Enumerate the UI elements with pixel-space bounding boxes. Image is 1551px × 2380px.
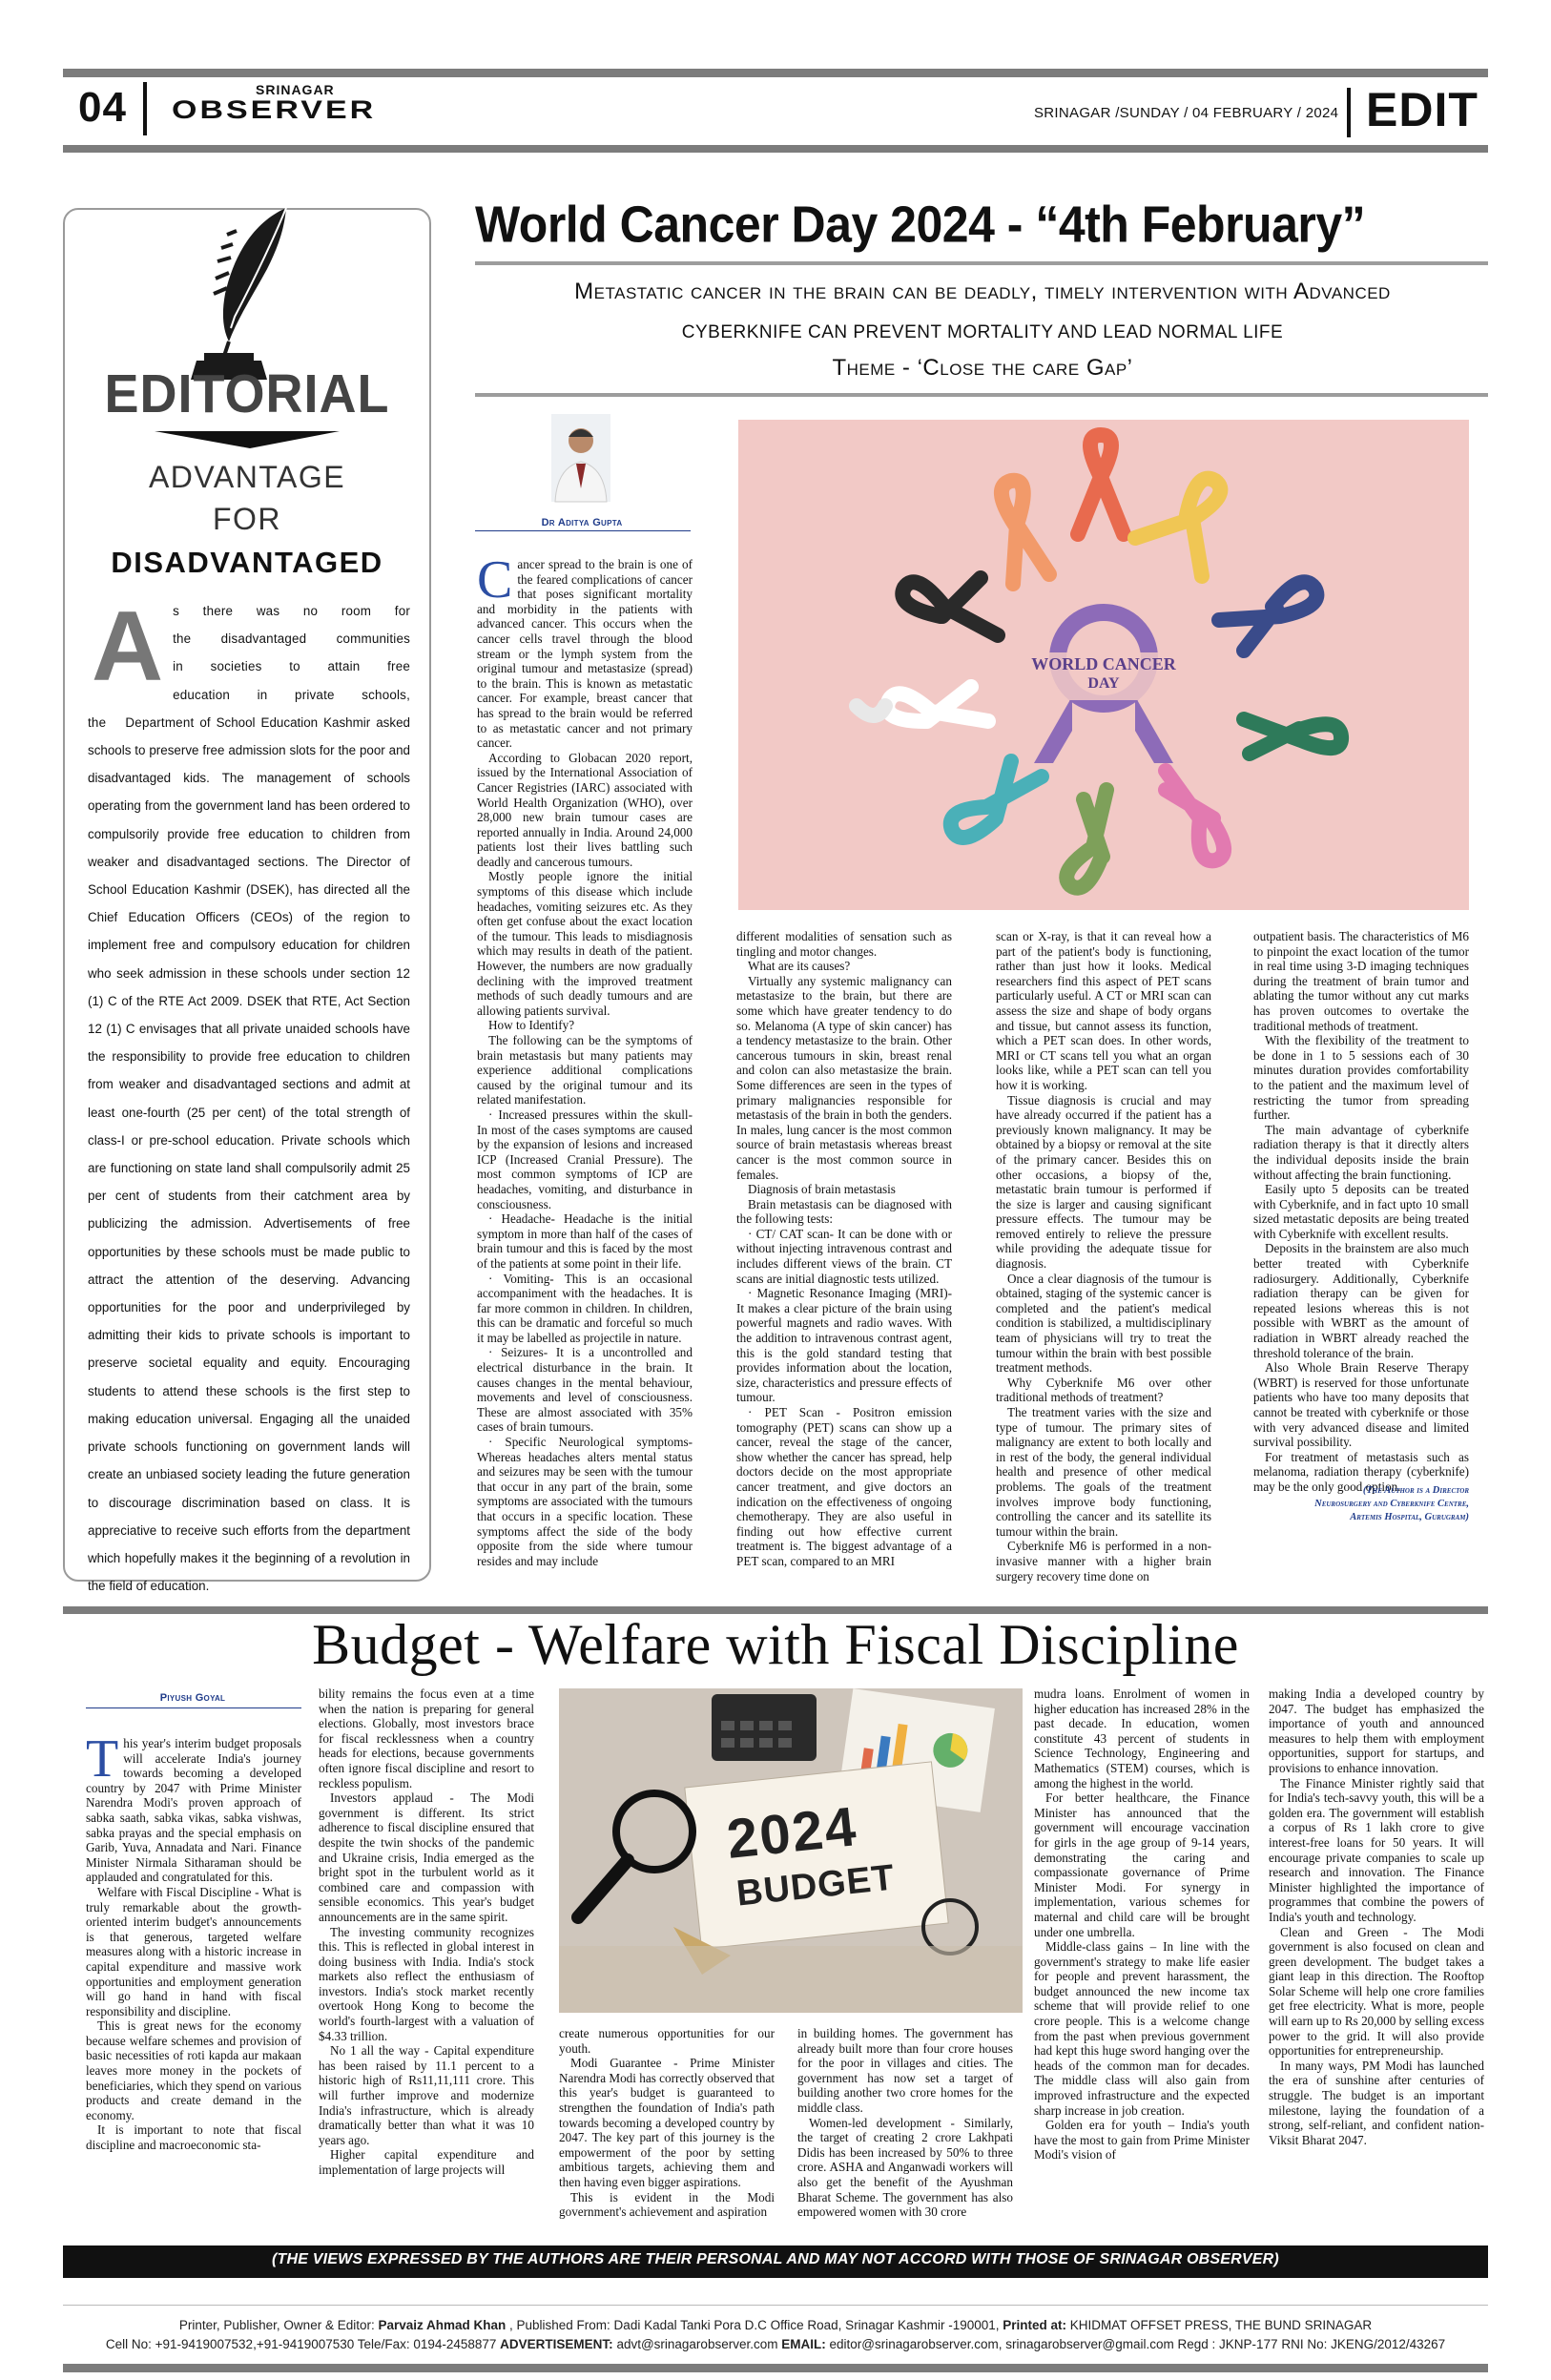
paragraph: Welfare with Fiscal Discipline - What is truly remarkable about the growth-oriented interim budget's announcements is that generous, targeted welfare measures along with a historic increase in capital expenditure and massive work opportunities and employment generation will go hand in hand with fiscal responsibility and discipline. [86,1884,301,2018]
footer-line2-a: Cell No: +91-9419007532,+91-9419007530 Tele/Fax: 0194-2458877 [105,2337,501,2351]
budget-col3 [559,2026,775,2232]
quill-pen-icon [179,202,303,383]
paragraph: For treatment of metastasis such as melanoma, radiation therapy (cyberknife) may be the only good option. [1253,1449,1469,1494]
paragraph: create numerous opportunities for our youth. [559,2026,775,2056]
paragraph: In many ways, PM Modi has launched the era of sunshine after centuries of struggle. The budget is an important milestone, laying the foundation of a strong, self-reliant, and confident nation- Viksit Bharat 2047. [1269,2058,1484,2147]
author-note-line3: Artemis Hospital, Gurugram) [1350,1512,1469,1522]
paragraph: The Finance Minister rightly said that for India's tech-savvy youth, this will be a golden era. The government will establish a corpus of Rs 1 lakh crore to give interest-free loans for 50 years. It will encourage private companies to scale up research and innovation. The Finance Minister highlighted the importance of programmes that combine the powers of India's youth and technology. [1269,1775,1484,1924]
paragraph: different modalities of sensation such as tingling and motor changes. [736,929,952,959]
bottom-rule [63,2364,1488,2372]
author-note-line1: (The Author is a Director [1362,1485,1469,1496]
editorial-title-line1: ADVANTAGE [148,460,346,494]
paragraph: What are its causes? [748,959,851,974]
budget-byline-rule [86,1707,301,1708]
paragraph: · PET Scan - Positron emission tomography (PET) scans can show up a cancer, reveal the stage of the cancer, show whether the cancer has spread, help doctors decide on the most appropriate cancer treatment, and give doctors an indication on the effectiveness of ongoing chemotherapy. They are also useful in finding out how effective current treatment is. The biggest advantage of a PET scan, compared to an MRI [736,1405,952,1568]
budget-dropcap: T [86,1729,119,1789]
editorial-lead: s there was no room for the disadvantaged communities in societies to attain free education in private schools, the Department [88,604,410,730]
paragraph: Higher capital expenditure and implementation of large projects will [319,2147,534,2177]
paragraph: Mostly people ignore the initial symptoms of this disease which include headaches, vomiting seizures etc. As they often get confuse about the exact location of the tumour. This leads to misdiagnosis which may results in death of the patient. However, the numbers are now gradually declining with the improved treatment methods of such deadly tumours and are allowing patients survival. [477,869,693,1018]
paragraph: · Seizures- It is a uncontrolled and electrical disturbance in the brain. It causes changes in the mental behaviour, movements and level of consciousness. These are almost associated with 35% cases of brain tumours. [477,1345,693,1435]
footer-line1-a: Printer, Publisher, Owner & Editor: [178,2318,379,2332]
disclaimer-text: (THE VIEWS EXPRESSED BY THE AUTHORS ARE THEIR PERSONAL AND MAY NOT ACCORD WITH THOSE OF SRINAGAR OBSERVER) [272,2251,1279,2267]
paragraph: Deposits in the brainstem are also much better treated with Cyberknife radiosurgery. Additionally, Cyberknife radiation therapy can be given for repeated lesions whereas this is not possible with WBRT as the amount of radiation in WBRT already reached the threshold tolerance of the brain. [1253,1241,1469,1360]
masthead-logo: OBSERVER [172,95,377,125]
byline-rule [475,530,691,531]
paragraph: This is great news for the economy because welfare schemes and provision of basic necessities of roti kapda aur makaan leaves more money in the pockets of beneficiaries, which they spend on various products and create demand in the economy. [86,2018,301,2122]
paragraph: Once a clear diagnosis of the tumour is obtained, staging of the systemic cancer is completed and the patient's medical condition is stabilized, a multidisciplinary team of physicians will try to treat the tumour within the brain with best possible treatment methods. [996,1271,1211,1376]
paragraph: Investors applaud - The Modi government is different. Its strict adherence to fiscal discipline ensured that despite the twin shocks of the pandemic and Ukraine crisis, India emerged as the bright spot in the turbulent world as it combined care and compassion with sensible economics. This year's budget announcements are in the same spirit. [319,1790,534,1924]
dateline: SRINAGAR /SUNDAY / 04 FEBRUARY / 2024 [1034,105,1339,121]
budget-col2 [319,1687,534,2232]
footer-line1-b: Parvaiz Ahmad Khan [378,2318,507,2332]
budget-photo-text1: 2024 [723,1795,861,1871]
paragraph: Also Whole Brain Reserve Therapy (WBRT) is reserved for those unfortunate patients who have too many deposits that cannot be treated with cyberknife or those with very advanced disease and limited survival possibility. [1253,1360,1469,1450]
paragraph: mudra loans. Enrolment of women in higher education has increased 28% in the past decade. In education, women constitute 43 percent of students in Science Technology, Engineering and Mathematics (STEM) courses, which is among the highest in the world. [1034,1687,1250,1790]
budget-col6 [1269,1687,1484,2232]
footer-line2-b: ADVERTISEMENT: [500,2337,617,2351]
cancer-deck1: Metastatic cancer in the brain can be deadly, timely intervention with Advanced [574,279,1391,304]
budget-byline: Piyush Goyal [159,1692,226,1704]
footer-line2 [63,2337,1488,2351]
footer-line2-d: EMAIL: [781,2337,830,2351]
author-note [1225,1484,1469,1524]
footer-top-rule [63,2305,1488,2306]
budget-col4 [797,2026,1013,2232]
paragraph: Easily upto 5 deposits can be treated with Cyberknife, and in fact upto 10 small sized metastatic deposits are being treated with Cyberknife with excellent results. [1253,1182,1469,1241]
paragraph: Cyberknife M6 is performed in a non-invasive manner with a higher brain surgery recovery time done on [996,1539,1211,1583]
editorial-title-line3: DISADVANTAGED [111,546,383,579]
paragraph: The investing community recognizes this. This is reflected in global interest in doing business with India. India's stock markets also reflect the enthusiasm of investors. India's stock market recently overtook Hong Kong to become the world's fourth-largest with a valuation of $4.33 trillion. [319,1924,534,2043]
editorial-text [88,591,410,1594]
masthead-top: SRINAGAR [256,82,335,97]
budget-photo-text2: BUDGET [734,1857,898,1914]
headline-rule [475,261,1488,265]
budget-col5 [1034,1687,1250,2232]
paragraph: Clean and Green - The Modi government is also focused on clean and green development. The budget takes a giant leap in this direction. The Rooftop Solar Scheme will help one crore families get free electricity. What is more, people will earn up to Rs 20,000 by selling excess power to the grid. It will also provide opportunities for entrepreneurship. [1269,1924,1484,2059]
section-label: EDIT [1366,83,1479,136]
page-number: 04 [78,84,127,131]
author-note-line2: Neurosurgery and Cyberknife Centre, [1314,1499,1469,1509]
cancer-dropcap: C [477,550,513,610]
paragraph: No 1 all the way - Capital expenditure has been raised by 11.1 percent to a historic high of Rs11,11,111 crore. This will further improve and modernize India's infrastructure, which is already dramatically better than what it was 10 years ago. [319,2043,534,2147]
paragraph: Modi Guarantee - Prime Minister Narendra Modi has correctly observed that this year's budget is guaranteed to strengthen the foundation of India's path towards becoming a developed country by 2047. The key part of this journey is the empowerment of the poor by setting ambitious targets, achieving them and then having even bigger aspirations. [559,2056,775,2189]
paragraph: Brain metastasis can be diagnosed with the following tests: [736,1196,952,1227]
paragraph: This is evident in the Modi government's achievement and aspiration [559,2189,775,2220]
paragraph: · Headache- Headache is the initial symptom in more than half of the cases of brain tumour and this is faced by the most of the patients at some point in their life. [477,1211,693,1271]
top-rule [63,69,1488,77]
cancer-headline: World Cancer Day 2024 - “4th February” [475,196,1366,254]
header-divider-right [1347,88,1351,137]
paragraph: Middle-class gains – In line with the government's strategy to make life easier for people and prevent harassment, the budget announced the new income tax scheme that will provide relief to one crore people. This is a welcome change from the past when previous government had kept this huge sword hanging over the heads of the common man for decades. The middle class will also gain from improved infrastructure and the expected sharp increase in job creation. [1034,1939,1250,2118]
budget-col1 [86,1729,301,2232]
paragraph: According to Globacan 2020 report, issued by the International Association of Cancer Registries (IARC) associated with World Health Organization (WHO), over 28,000 new brain tumour cases are reported annually in India. Around 24,000 patients lost their lives battling such deadly and cancerous tumours. [477,750,693,869]
editorial-label: EDITORIAL [104,363,390,424]
footer-line2-c: advt@srinagarobserver.com [616,2337,782,2351]
paragraph: Tissue diagnosis is crucial and may have already occurred if the patient has a previously known malignancy. It may be obtained by a biopsy or removal at the site of the primary cancer. Besides this on other occasions, a biopsy of the, metastatic brain tumour is performed if the size is larger and causing significant pressure effects. The tumour may be removed entirely to relieve the pressure while providing the adequate tissue for diagnosis. [996,1092,1211,1272]
paragraph: bility remains the focus even at a time when the nation is preparing for general elections. Globally, most investors brace for fiscal recklessness when a country heads for elections, because governments often ignore fiscal discipline and resort to reckless populism. [319,1687,534,1790]
paragraph: Golden era for youth – India's youth have the most to gain from Prime Minister Modi's vision of [1034,2118,1250,2163]
paragraph: his year's interim budget proposals will accelerate India's journey towards becoming a developed country by 2047 with Prime Minister Narendra Modi's proven approach of sabka saath, sabka vikas, sabka vishwas, sabka prayas and the special emphasis on Garib, Yuva, Annadata and Nari. Finance Minister Nirmala Sitharaman should be applauded and congratulated for this. [86,1736,301,1885]
paragraph: scan or X-ray, is that it can reveal how a part of the patient's body is functioning, rather than just how it looks. Medical researchers find this aspect of PET scans particularly useful. A CT or MRI scan can assess the size and shape of body organs and tissue, but cannot assess its function, which a PET scan does. In other words, MRI or CT scans tell you what an organ looks like, while a PET scan can tell you how it is working. [996,929,1211,1092]
footer-line1-d: Printed at: [1003,2318,1070,2332]
paragraph: With the flexibility of the treatment to be done in 1 to 5 sessions each of 30 minutes duration provides comfortability to the patient and the maximum level of restricting the tumor from spreading further. [1253,1033,1469,1123]
header-bottom-rule [63,145,1488,153]
paragraph: The main advantage of cyberknife radiation therapy is that it directly alters the individual deposits inside the brain without affecting the brain functioning. [1253,1122,1469,1182]
paragraph: in building homes. The government has already built more than four crore houses for the poor in villages and cities. The government has now set a target of building another two crore homes for the middle class. [797,2026,1013,2115]
paragraph: How to Identify? [488,1018,575,1033]
paragraph: For better healthcare, the Finance Minister has announced that the government will encourage vaccination for girls in the age group of 9-14 years, demonstrating the caring and compassionate governance of Prime Minister Modi. For synergy in implementation, various schemes for maternal and child care will be brought under one umbrella. [1034,1790,1250,1939]
paragraph: · CT/ CAT scan- It can be done with or without injecting intravenous contrast and includes different views of the brain. CT scans are initial diagnostic tests utilized. [736,1226,952,1286]
paragraph: Diagnosis of brain metastasis [748,1182,896,1197]
ribbons-photo [738,420,1469,910]
author-photo [551,414,610,502]
cancer-col2 [736,929,952,1568]
header-divider [143,82,147,135]
paragraph: outpatient basis. The characteristics of M6 to pinpoint the exact location of the tumor in real time using 3-D imaging techniques during the treatment of brain tumor and ablating the tumor without any cut marks has proven outcomes to overtake the traditional methods of treatment. [1253,929,1469,1033]
paragraph: It is important to note that fiscal discipline and macroeconomic sta- [86,2122,301,2153]
cancer-col1 [477,550,693,1568]
cancer-byline: Dr Aditya Gupta [541,517,623,528]
paragraph: The treatment varies with the size and type of tumour. The primary sites of malignancy are extent to both locally and in rest of the body, the general individual health and presence of other medical problems. The goals of the treatment involves improve body functioning, controlling the cancer and its satellite its tumour within the brain. [996,1405,1211,1539]
paragraph: · Increased pressures within the skull- In most of the cases symptoms are caused by the expansion of lesions and increased ICP (Increased Cranial Pressure). The most common symptoms of ICP are headaches, vomiting, and disturbance in consciousness. [477,1107,693,1211]
paragraph: ancer spread to the brain is one of the feared complications of cancer that poses significant mortality and morbidity in the patients with advanced cancer. This occurs when the cancer cells travel through the blood stream or the lymph system from the original tumour and metastasize (spread) to the brain. This is known as metastatic cancer. For example, breast cancer that has spread to the brain would be referred to as metastatic cancer and not primary cancer. [477,557,693,751]
cancer-col3 [996,929,1211,1583]
editorial-body: of School Education Kashmir asked schools to preserve free admission slots for the poor and disadvantaged kids. The management of schools operating from the government land has been ordered to compulsorily provide free education to children from weaker and disadvantaged sections. The Director of School Education Kashmir (DSEK), has directed all the Chief Education Officers (CEOs) of the region to implement free and compulsory education for children who seek admission in these schools under section 12 (1) C of the RTE Act 2009. DSEK that RTE, Act Section 12 (1) C envisages that all private unaided schools have the responsibility to provide free education to children from weaker and disadvantaged sections and admit at least one-fourth (25 per cent) of the total strength of class-I or pre-school education. Private schools which are functioning on state land shall compulsorily admit 25 per cent of students from their catchment area by publicizing the admission. Advertisements of free opportunities by these schools must be made public to attract the attention of the deserving. Advancing opportunities for the poor and underprivileged by admitting their kids to private schools is important to preserve societal equality and equity. Encouraging students to attend these schools is the first step to making education universal. Engaging all the unaided private schools functioning on government lands will create an unbiased society leading the future generation to discourage discrimination based on class. It is appreciative to receive such efforts from the department which hopefully makes it the beginning of a revolution in the field of education. [88,714,410,1594]
paragraph: · Magnetic Resonance Imaging (MRI)- It makes a clear picture of the brain using powerful magnets and radio waves. With the addition to intravenous contrast agent, this is the gold standard testing that provides information about the location, size, characteristics and pressure effects of tumour. [736,1286,952,1405]
paragraph: Virtually any systemic malignancy can metastasize to the brain, but there are some which have greater tendency to do so. Melanoma (A type of skin cancer) has a tendency metastasize to the brain. Other cancerous tumours in skin, breast renal and colon can also metastasize the brain. Some differences are seen in the types of primary malignancies responsible for metastasis of the brain in both the genders. In males, lung cancer is the most common source of brain metastasis whereas breast cancer is the most common source in females. [736,973,952,1182]
ribbon-badge-line2: DAY [1087,675,1120,692]
budget-photo [559,1688,1023,2013]
editorial-title-line2: FOR [212,502,282,536]
footer-line1 [63,2318,1488,2332]
cancer-deck2: CYBERKNIFE CAN PREVENT MORTALITY AND LEAD NORMAL LIFE [681,322,1284,342]
budget-headline: Budget - Welfare with Fiscal Discipline [312,1613,1239,1676]
paragraph: Why Cyberknife M6 over other traditional methods of treatment? [996,1375,1211,1405]
editorial-underline-arrow [155,431,340,450]
editorial-dropcap: A [92,591,164,702]
footer-line2-e: editor@srinagarobserver.com, srinagarobserver@gmail.com Regd : JKNP-177 RNI No: JKENG/2012/43267 [829,2337,1446,2351]
paragraph: · Vomiting- This is an occasional accompaniment with the headaches. It is far more common in children. In children, this can be dramatic and forceful so much it may be labelled as projectile in nature. [477,1271,693,1345]
paragraph: · Specific Neurological symptoms- Whereas headaches alters mental status and seizures may be seen with the tumour that occur in any part of the brain, some symptoms are associated with the tumours that occurs in a specific location. These symptoms affect the side of the body opposite from the side where tumour resides and may include [477,1435,693,1568]
deck-rule [475,393,1488,397]
paragraph: making India a developed country by 2047. The budget has emphasized the importance of youth and announced measures to help them with employment opportunities, support for startups, and provisions to enhance innovation. [1269,1687,1484,1775]
paragraph: Women-led development - Similarly, the target of creating 2 crore Lakhpati Didis has been increased by 50% to three crore. ASHA and Anganwadi workers will also get the benefit of the Ayushman Bharat Scheme. The government has also empowered women with 30 crore [797,2115,1013,2220]
footer-line1-c: , Published From: Dadi Kadal Tanki Pora D.C Office Road, Srinagar Kashmir -190001, [506,2318,1003,2332]
footer-line1-e: KHIDMAT OFFSET PRESS, THE BUND SRINAGAR [1069,2318,1373,2332]
ribbon-badge-line1: WORLD CANCER [1031,654,1176,673]
paragraph: The following can be the symptoms of brain metastasis but many patients may experience additional complications caused by the original tumour and its related manifestation. [477,1033,693,1107]
cancer-deck3: Theme - ‘Close the care Gap’ [832,355,1133,381]
